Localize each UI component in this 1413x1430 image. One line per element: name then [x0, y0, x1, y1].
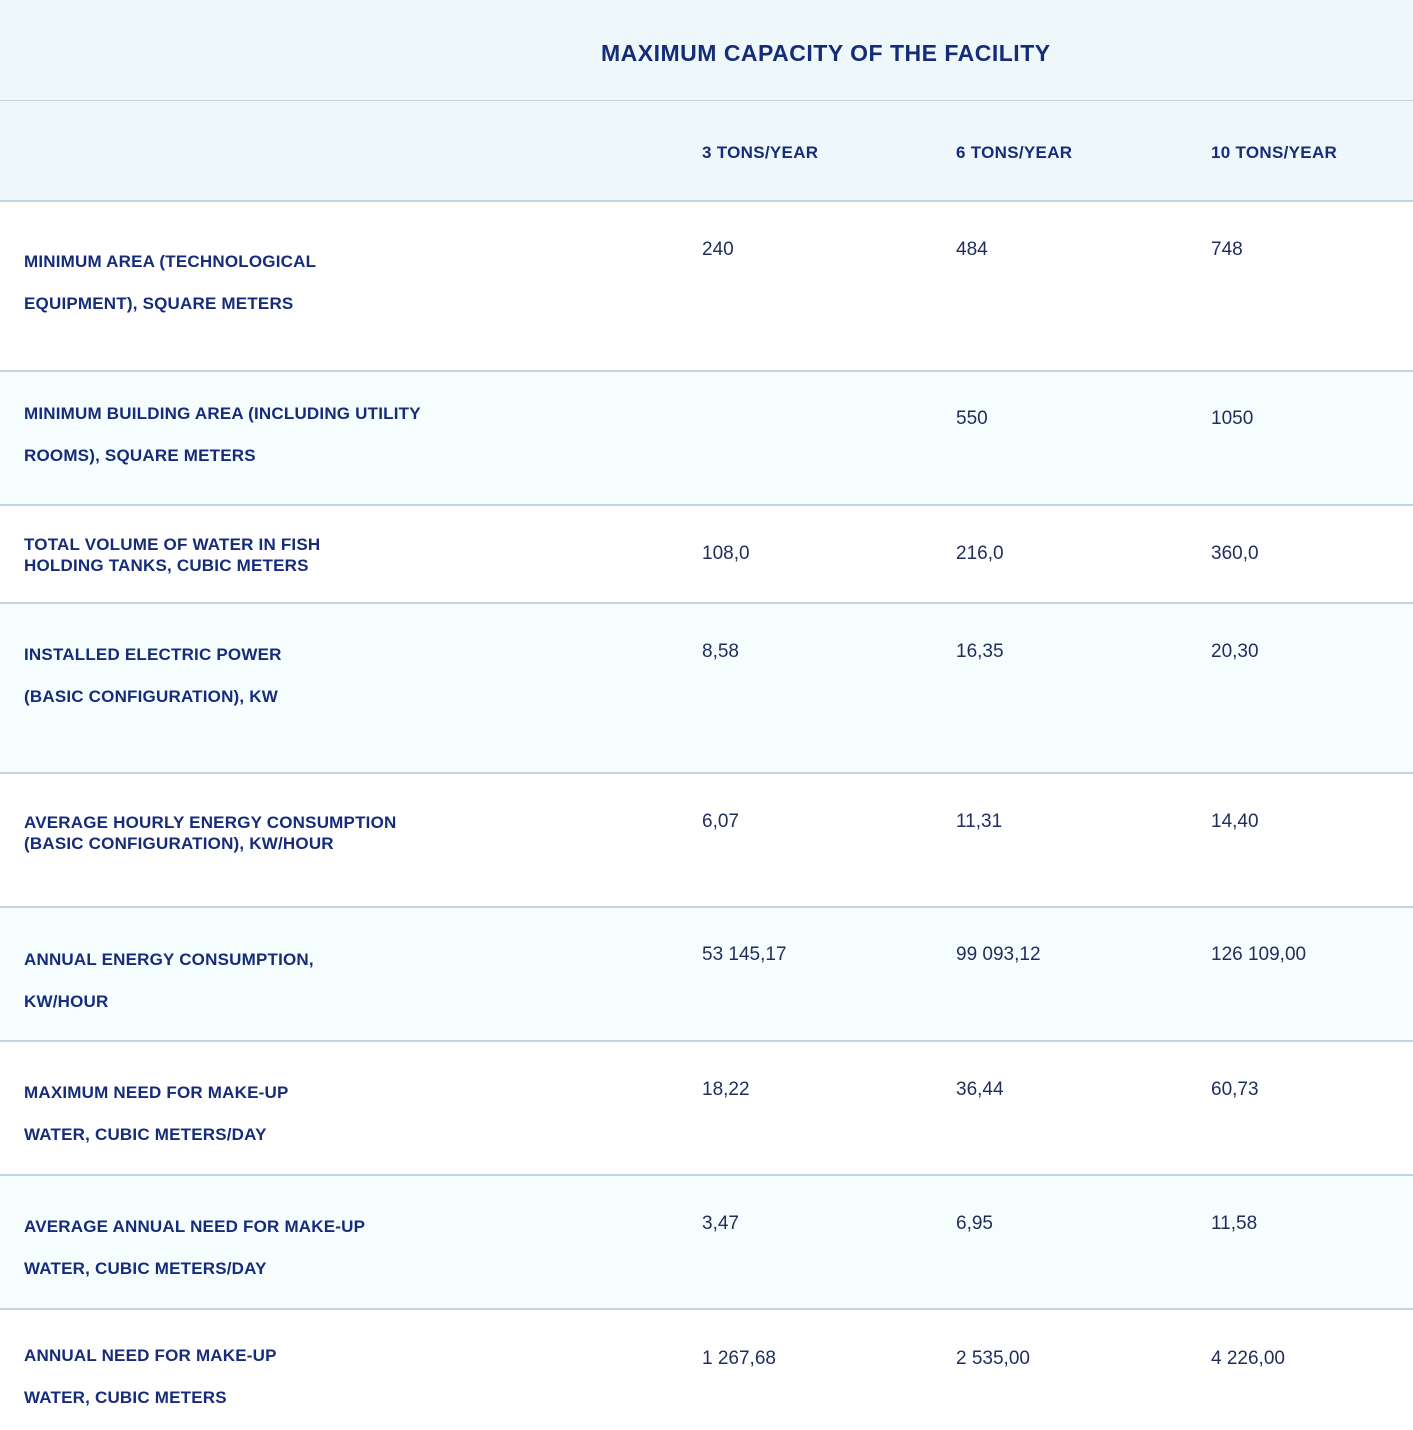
table-row [0, 506, 1413, 604]
row-label: AVERAGE HOURLY ENERGY CONSUMPTION (BASIC CONFIGURATION), KW/HOUR [24, 813, 397, 853]
row-value-6-tons: 11,31 [956, 811, 1003, 832]
row-label: AVERAGE ANNUAL NEED FOR MAKE-UP WATER, CUBIC METERS/DAY [24, 1217, 365, 1278]
table-row [0, 202, 1413, 372]
row-label: MAXIMUM NEED FOR MAKE-UP WATER, CUBIC METERS/DAY [24, 1083, 289, 1144]
row-value-3-tons: 6,07 [702, 811, 739, 832]
table-title: MAXIMUM CAPACITY OF THE FACILITY [601, 40, 1051, 66]
row-value-6-tons: 216,0 [956, 543, 1004, 564]
table-row [0, 372, 1413, 506]
table-title-band [0, 0, 1413, 101]
row-value-10-tons: 14,40 [1211, 811, 1259, 832]
row-value-3-tons: 1 267,68 [702, 1348, 776, 1369]
row-value-3-tons: 108,0 [702, 543, 750, 564]
row-value-6-tons: 6,95 [956, 1213, 993, 1234]
row-value-6-tons: 550 [956, 408, 988, 429]
table-row [0, 1176, 1413, 1310]
row-value-10-tons: 360,0 [1211, 543, 1259, 564]
column-header-10-tons: 10 TONS/YEAR [1211, 143, 1338, 162]
table-row [0, 1310, 1413, 1430]
row-value-3-tons: 3,47 [702, 1213, 739, 1234]
row-value-6-tons: 2 535,00 [956, 1348, 1030, 1369]
row-value-10-tons: 20,30 [1211, 641, 1259, 662]
row-value-10-tons: 748 [1211, 239, 1243, 260]
table-row [0, 908, 1413, 1042]
row-label: MINIMUM AREA (TECHNOLOGICAL EQUIPMENT), SQUARE METERS [24, 252, 316, 313]
row-value-6-tons: 484 [956, 239, 988, 260]
row-value-10-tons: 4 226,00 [1211, 1348, 1285, 1369]
row-value-3-tons: 8,58 [702, 641, 739, 662]
row-value-6-tons: 99 093,12 [956, 944, 1041, 965]
row-value-10-tons: 60,73 [1211, 1079, 1259, 1100]
row-value-10-tons: 1050 [1211, 408, 1254, 429]
row-value-6-tons: 36,44 [956, 1079, 1004, 1100]
row-value-3-tons: 53 145,17 [702, 944, 787, 965]
table-header-row [0, 101, 1413, 202]
row-label: ANNUAL NEED FOR MAKE-UP WATER, CUBIC METERS [24, 1346, 277, 1407]
row-value-10-tons: 126 109,00 [1211, 944, 1307, 965]
row-value-3-tons: 18,22 [702, 1079, 750, 1100]
row-label: INSTALLED ELECTRIC POWER (BASIC CONFIGURATION), KW [24, 645, 282, 706]
column-header-3-tons: 3 TONS/YEAR [702, 143, 819, 162]
row-value-6-tons: 16,35 [956, 641, 1004, 662]
table-row [0, 604, 1413, 774]
table-row [0, 1042, 1413, 1176]
column-header-6-tons: 6 TONS/YEAR [956, 143, 1073, 162]
table-row [0, 774, 1413, 908]
row-label: TOTAL VOLUME OF WATER IN FISH HOLDING TANKS, CUBIC METERS [24, 535, 321, 575]
row-label: MINIMUM BUILDING AREA (INCLUDING UTILITY ROOMS), SQUARE METERS [24, 404, 421, 465]
row-label: ANNUAL ENERGY CONSUMPTION, KW/HOUR [24, 950, 314, 1011]
row-value-3-tons: 240 [702, 239, 734, 260]
row-value-10-tons: 11,58 [1211, 1213, 1258, 1234]
